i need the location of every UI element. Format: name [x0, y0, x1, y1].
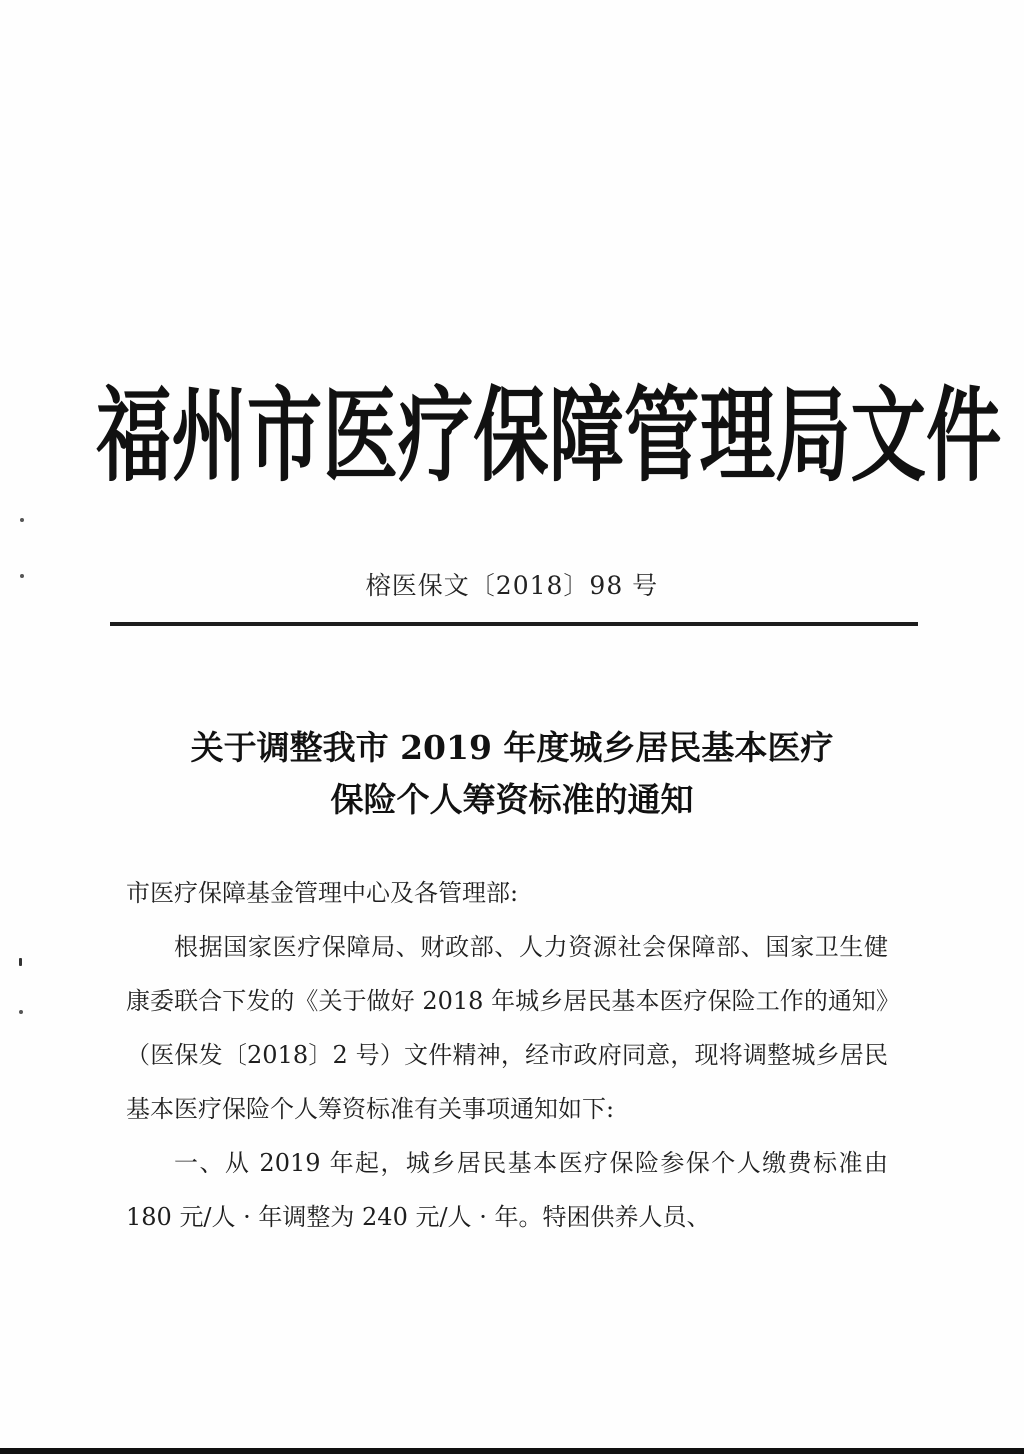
header-char: 管 — [624, 377, 700, 496]
addressee: 市医疗保障基金管理中心及各管理部: — [126, 879, 519, 907]
notice-title-line-2: 保险个人筹资标准的通知 — [330, 780, 694, 819]
header-char: 保 — [473, 377, 549, 496]
document-header-title — [96, 377, 1002, 496]
header-char: 疗 — [397, 377, 474, 496]
scan-dot — [20, 574, 24, 578]
notice-title — [0, 722, 1024, 826]
header-char: 市 — [246, 377, 323, 496]
header-char: 医 — [322, 377, 398, 496]
document-number: 榕医保文〔2018〕98 号 — [365, 571, 659, 600]
document-body — [126, 866, 888, 1244]
header-char: 文 — [850, 377, 926, 496]
scan-dot — [19, 1010, 23, 1014]
scan-dot — [19, 958, 22, 966]
header-char: 障 — [548, 377, 625, 496]
scan-dot — [20, 518, 24, 522]
header-char: 理 — [699, 377, 776, 496]
header-char: 件 — [925, 377, 1002, 496]
body-paragraph-1: 根据国家医疗保障局、财政部、人力资源社会保障部、国家卫生健康委联合下发的《关于做好 2018 年城乡居民基本医疗保险工作的通知》（医保发〔2018〕2 号）文件精神，经市政府同意，现将调整城乡居民基本医疗保险个人筹资标准有关事项通知如下: — [126, 933, 888, 1123]
header-divider — [110, 622, 918, 626]
body-paragraph-2: 一、从 2019 年起，城乡居民基本医疗保险参保个人缴费标准由 180 元/人 · 年调整为 240 元/人 · 年。特困供养人员、 — [126, 1149, 888, 1231]
header-char: 州 — [171, 377, 247, 496]
notice-title-line-1: 关于调整我市 2019 年度城乡居民基本医疗 — [190, 728, 834, 767]
scan-bottom-edge — [0, 1448, 1024, 1454]
header-char: 福 — [96, 377, 172, 496]
header-char: 局 — [775, 377, 851, 496]
